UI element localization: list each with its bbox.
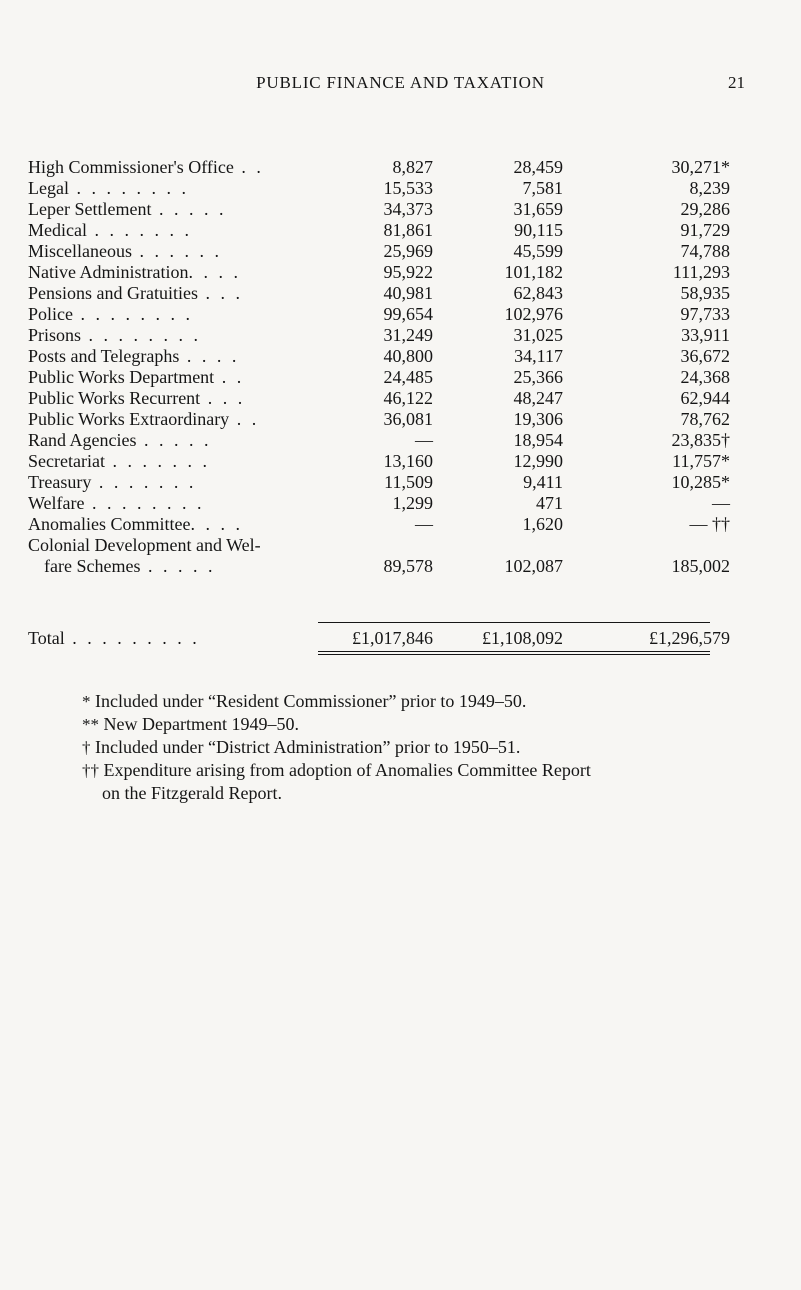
row-label: Pensions and Gratuities (28, 283, 198, 303)
leader-dots: . . . . . . . . (68, 178, 189, 198)
value-col1: 24,485 (383, 367, 433, 387)
value-col2: 471 (536, 493, 563, 513)
value-col2: 31,659 (513, 199, 563, 219)
table-row (28, 220, 788, 241)
row-label: High Commissioner's Office (28, 157, 234, 177)
leader-dots: . . . . . (151, 199, 227, 219)
subtotal-rule (318, 622, 710, 623)
value-col3: — †† (689, 514, 730, 534)
value-col1: 11,509 (384, 472, 433, 492)
row-label: Prisons (28, 325, 82, 345)
value-col2: 90,115 (514, 220, 563, 240)
table-row (28, 514, 788, 535)
footnote-mark: * (82, 692, 91, 711)
row-label: Treasury (28, 472, 92, 492)
value-col3: — (712, 493, 730, 513)
value-col2: 25,366 (513, 367, 563, 387)
total-rule-bottom (318, 654, 710, 655)
value-col3: 24,368 (680, 367, 730, 387)
value-col1: 13,160 (383, 451, 433, 471)
value-col3: 185,002 (671, 556, 730, 576)
value-col2: 31,025 (513, 325, 563, 345)
row-label: Police (28, 304, 73, 324)
total-rule-top (318, 651, 710, 652)
footnote-text: Included under “District Administration” prior to 1950–51. (90, 737, 521, 757)
value-col3: 36,672 (680, 346, 730, 366)
table-row (28, 199, 788, 220)
total-row (28, 626, 788, 650)
footnote-mark: †† (82, 761, 99, 780)
page-number: 21 (728, 73, 745, 92)
table-row (28, 472, 788, 493)
table-row (28, 388, 788, 409)
value-col1: 36,081 (383, 409, 433, 429)
table-row (28, 451, 788, 472)
table-row (28, 430, 788, 451)
value-col2: 101,182 (504, 262, 563, 282)
table-row (28, 178, 788, 199)
leader-dots: . . . . . (136, 430, 212, 450)
leader-dots: . . . . . . . . (84, 493, 205, 513)
value-col3: 29,286 (680, 199, 730, 219)
value-col3: 58,935 (680, 283, 730, 303)
row-label: Public Works Extraordinary (28, 409, 230, 429)
value-col3: 74,788 (680, 241, 730, 261)
table-row (28, 262, 788, 283)
value-col1: 40,800 (383, 346, 433, 366)
value-col2: 102,087 (504, 556, 563, 576)
running-title: PUBLIC FINANCE AND TAXATION (256, 73, 545, 92)
value-col2: 34,117 (514, 346, 563, 366)
value-col2: 7,581 (522, 178, 563, 198)
total-col3: £1,296,579 (649, 628, 730, 648)
row-label: Posts and Telegraphs (28, 346, 180, 366)
row-label: Welfare (28, 493, 85, 513)
table-row (28, 493, 788, 514)
leader-dots: . . . . . . . (91, 472, 197, 492)
leader-dots: . . . . . . . . (81, 325, 202, 345)
row-label: Medical (28, 220, 87, 240)
footnote-text: New Department 1949–50. (99, 714, 299, 734)
value-col3: 30,271* (671, 157, 730, 177)
table-row (28, 157, 788, 178)
leader-dots: . . . . . . (131, 241, 222, 261)
footnote (82, 713, 762, 736)
footnote (82, 690, 762, 713)
value-col2: 102,976 (504, 304, 563, 324)
value-col1: 15,533 (383, 178, 433, 198)
value-col1: 89,578 (383, 556, 433, 576)
value-col3: 23,835† (671, 430, 730, 450)
value-col3: 11,757* (672, 451, 730, 471)
value-col3: 62,944 (680, 388, 730, 408)
value-col2: 28,459 (513, 157, 563, 177)
row-label: Anomalies Committee (28, 514, 191, 534)
value-col1: 99,654 (383, 304, 433, 324)
table-row (28, 304, 788, 325)
leader-dots: . . . . . . . (86, 220, 192, 240)
leader-dots: . . . . . (140, 556, 216, 576)
value-col1: — (415, 514, 433, 534)
value-col1: 31,249 (383, 325, 433, 345)
table-row (28, 325, 788, 346)
row-label: Miscellaneous (28, 241, 132, 261)
value-col3: 97,733 (680, 304, 730, 324)
leader-dots: . . . . . . . (104, 451, 210, 471)
footnote-text: Expenditure arising from adoption of Anomalies Committee Report (99, 760, 591, 780)
leader-dots: . . . . . . . . . (64, 628, 200, 648)
page-header (0, 70, 801, 100)
table-row (28, 283, 788, 304)
table-row (28, 367, 788, 388)
footnote (82, 759, 762, 782)
value-col2: 45,599 (513, 241, 563, 261)
row-label: Public Works Department (28, 367, 215, 387)
total-col2: £1,108,092 (482, 628, 563, 648)
value-col3: 78,762 (680, 409, 730, 429)
value-col3: 10,285* (671, 472, 730, 492)
table-row (28, 409, 788, 430)
value-col1: 1,299 (392, 493, 433, 513)
value-col1: 34,373 (383, 199, 433, 219)
footnote-text: Included under “Resident Commissioner” prior to 1949–50. (90, 691, 527, 711)
leader-dots: . . . (200, 388, 246, 408)
value-col1: 8,827 (392, 157, 433, 177)
table-row (28, 346, 788, 367)
total-label: Total (28, 628, 65, 648)
value-col1: 46,122 (383, 388, 433, 408)
row-label: Public Works Recurrent (28, 388, 201, 408)
table-row (28, 241, 788, 262)
footnotes (82, 690, 762, 804)
value-col1: 25,969 (383, 241, 433, 261)
value-col1: 40,981 (383, 283, 433, 303)
footnote-mark: † (82, 738, 91, 757)
leader-dots: . . . (197, 283, 243, 303)
leader-dots: . . . . (179, 346, 240, 366)
value-col2: 9,411 (523, 472, 563, 492)
row-label: Rand Agencies (28, 430, 137, 450)
footnote-continuation: on the Fitzgerald Report. (102, 783, 282, 803)
footnote-mark: ** (82, 715, 99, 734)
value-col2: 62,843 (513, 283, 563, 303)
value-col2: 18,954 (513, 430, 563, 450)
value-col1: 81,861 (383, 220, 433, 240)
value-col3: 111,293 (672, 262, 730, 282)
row-label: Legal (28, 178, 69, 198)
table-row (28, 535, 788, 577)
leader-dots: . . . . (188, 262, 241, 282)
value-col2: 12,990 (513, 451, 563, 471)
value-col1: — (415, 430, 433, 450)
value-col2: 19,306 (513, 409, 563, 429)
footnote (82, 736, 762, 759)
value-col3: 91,729 (680, 220, 730, 240)
leader-dots: . . . . (190, 514, 243, 534)
total-col1: £1,017,846 (352, 628, 433, 648)
value-col1: 95,922 (383, 262, 433, 282)
row-label: Native Administration (28, 262, 189, 282)
row-label-cont: fare Schemes (44, 556, 141, 576)
leader-dots: . . (229, 409, 260, 429)
leader-dots: . . . . . . . . (73, 304, 193, 324)
row-label: Secretariat (28, 451, 105, 471)
value-col3: 8,239 (689, 178, 730, 198)
leader-dots: . . (214, 367, 245, 387)
value-col3: 33,911 (681, 325, 730, 345)
row-label: Colonial Development and Wel- (28, 535, 261, 555)
value-col2: 48,247 (513, 388, 563, 408)
leader-dots: . . (233, 157, 264, 177)
row-label: Leper Settlement (28, 199, 152, 219)
value-col2: 1,620 (522, 514, 563, 534)
